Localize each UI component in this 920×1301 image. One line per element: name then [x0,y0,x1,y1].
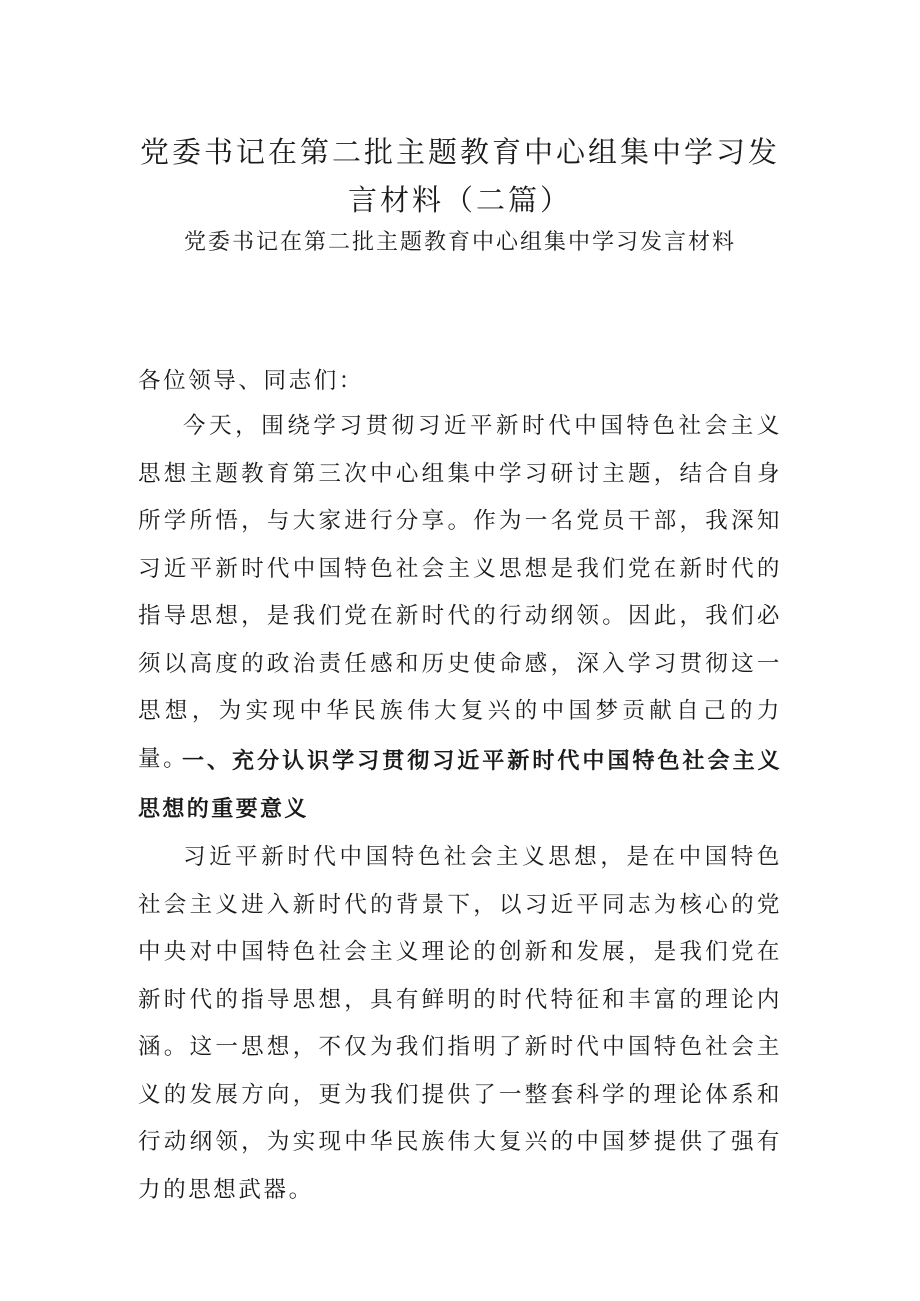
salutation: 各位领导、同志们： [138,368,364,394]
intro-paragraph: 今天，围绕学习贯彻习近平新时代中国特色社会主义思想主题教育第三次中心组集中学习研讨主题，结合自身所学所悟，与大家进行分享。作为一名党员干部，我深知习近平新时代中国特色社会主义思想是我们党在新时代的指导思想，是我们党在新时代的行动纲领。因此，我们必须以高度的政治责任感和历史使命感，深入学习贯彻这一思想，为实现中华民族伟大复兴的中国梦贡献自己的力量。 [138,413,782,772]
section-heading-1: 一、充分认识学习贯彻习近平新时代中国特色社会主义思想的重要意义 [138,749,782,822]
document-subtitle: 党委书记在第二批主题教育中心组集中学习发言材料 [183,230,736,255]
section-1-paragraph: 习近平新时代中国特色社会主义思想，是在中国特色社会主义进入新时代的背景下，以习近平同志为核心的党中央对中国特色社会主义理论的创新和发展，是我们党在新时代的指导思想，具有鲜明的时代特征和丰富的理论内涵。这一思想，不仅为我们指明了新时代中国特色社会主义的发展方向，更为我们提供了一整套科学的理论体系和行动纲领，为实现中华民族伟大复兴的中国梦提供了强有力的思想武器。 [138,844,782,1203]
document-title: 党委书记在第二批主题教育中心组集中学习发言材料（二篇） [139,135,780,217]
